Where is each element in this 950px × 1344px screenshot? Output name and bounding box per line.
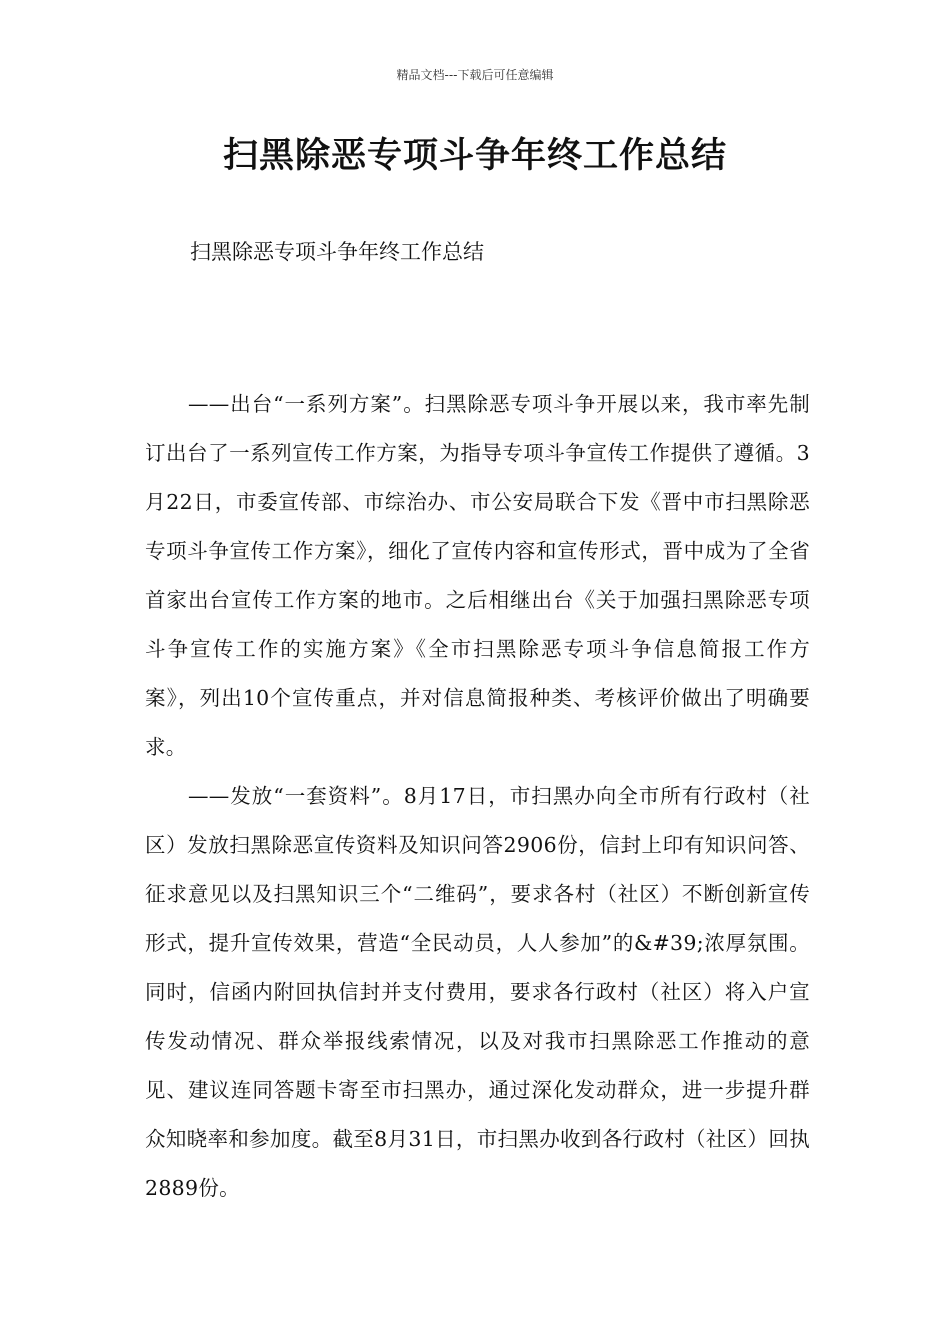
document-body bbox=[145, 380, 810, 1213]
header-note: 精品文档---下载后可任意编辑 bbox=[396, 68, 554, 82]
paragraph: ——发放“一套资料”。8月17日，市扫黑办向全市所有行政村（社区）发放扫黑除恶宣传资料及知识问答2906份，信封上印有知识问答、征求意见以及扫黑知识三个“二维码”，要求各村（社区）不断创新宣传形式，提升宣传效果，营造“全民动员，人人参加”的&#39;浓厚氛围。同时，信函内附回执信封并支付费用，要求各行政村（社区）将入户宣传发动情况、群众举报线索情况，以及对我市扫黑除恶工作推动的意见、建议连同答题卡寄至市扫黑办，通过深化发动群众，进一步提升群众知晓率和参加度。截至8月31日，市扫黑办收到各行政村（社区）回执2889份。 bbox=[145, 784, 810, 1200]
document-title: 扫黑除恶专项斗争年终工作总结 bbox=[222, 136, 727, 176]
document-subtitle: 扫黑除恶专项斗争年终工作总结 bbox=[190, 240, 484, 264]
paragraph: ——出台“一系列方案”。扫黑除恶专项斗争开展以来，我市率先制订出台了一系列宣传工作方案，为指导专项斗争宣传工作提供了遵循。3月22日，市委宣传部、市综治办、市公安局联合下发《晋中市扫黑除恶专项斗争宣传工作方案》，细化了宣传内容和宣传形式，晋中成为了全省首家出台宣传工作方案的地市。之后相继出台《关于加强扫黑除恶专项斗争宣传工作的实施方案》《全市扫黑除恶专项斗争信息简报工作方案》，列出10个宣传重点，并对信息简报种类、考核评价做出了明确要求。 bbox=[145, 392, 810, 759]
